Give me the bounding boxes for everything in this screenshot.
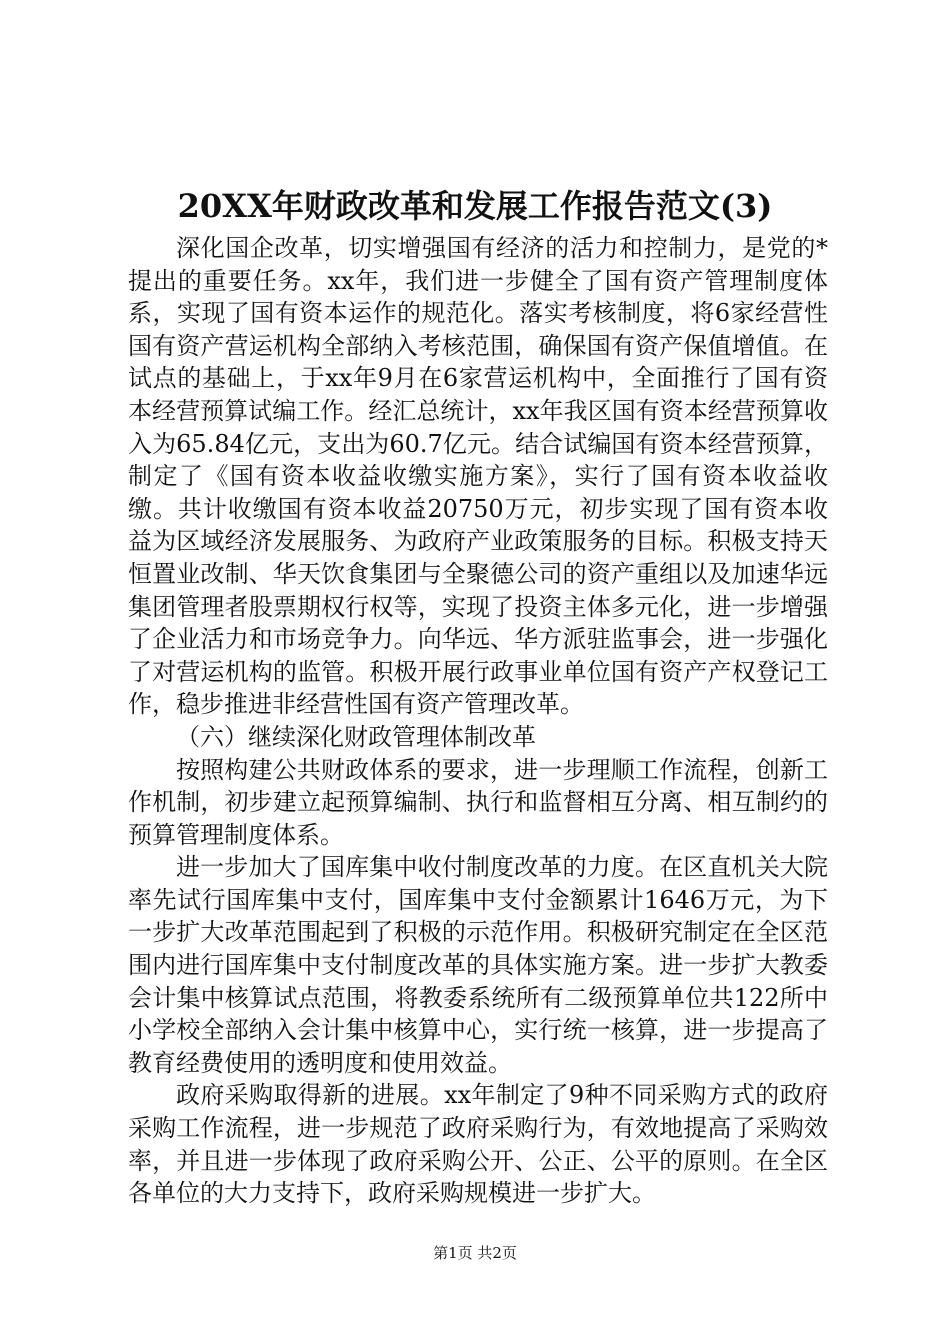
paragraph-state-enterprise-reform: 深化国企改革，切实增强国有经济的活力和控制力，是党的*提出的重要任务。xx年，我们进一步健全了国有资产管理制度体系，实现了国有资本运作的规范化。落实考核制度，将6家经营性国有资产营运机构全部纳入考核范围，确保国有资产保值增值。在试点的基础上，于xx年9月在6家营运机构中，全面推行了国有资本经营预算试编工作。经汇总统计，xx年我区国有资本经营预算收入为65.84亿元，支出为60.7亿元。结合试编国有资本经营预算，制定了《国有资本收益收缴实施方案》，实行了国有资本收益收缴。共计收缴国有资本收益20750万元，初步实现了国有资本收益为区域经济发展服务、为政府产业政策服务的目标。积极支持天恒置业改制、华天饮食集团与全聚德公司的资产重组以及加速华远集团管理者股票期权行权等，实现了投资主体多元化，进一步增强了企业活力和市场竞争力。向华远、华方派驻监事会，进一步强化了对营运机构的监管。积极开展行政事业单位国有资产产权登记工作，稳步推进非经营性国有资产管理改革。	[128, 234, 828, 719]
document-body	[128, 232, 828, 1210]
paragraph-treasury-reform: 进一步加大了国库集中收付制度改革的力度。在区直机关大院率先试行国库集中支付，国库集中支付金额累计1646万元，为下一步扩大改革范围起到了积极的示范作用。积极研究制定在全区范围内进行国库集中支付制度改革的具体实施方案。进一步扩大教委会计集中核算试点范围，将教委系统所有二级预算单位共122所中小学校全部纳入会计集中核算中心，实行统一核算，进一步提高了教育经费使用的透明度和使用效益。	[128, 853, 828, 1077]
section-heading-fiscal-management: （六）继续深化财政管理体制改革	[176, 722, 536, 751]
page-footer: 第1页 共2页	[433, 1244, 517, 1262]
paragraph-government-procurement: 政府采购取得新的进展。xx年制定了9种不同采购方式的政府采购工作流程，进一步规范了政府采购行为，有效地提高了采购效率，并且进一步体现了政府采购公开、公正、公平的原则。在全区各单位的大力支持下，政府采购规模进一步扩大。	[128, 1081, 828, 1208]
paragraph-public-finance-system: 按照构建公共财政体系的要求，进一步理顺工作流程，创新工作机制，初步建立起预算编制、执行和监督相互分离、相互制约的预算管理制度体系。	[128, 755, 828, 849]
document-title: 20XX年财政改革和发展工作报告范文(3)	[177, 187, 773, 225]
